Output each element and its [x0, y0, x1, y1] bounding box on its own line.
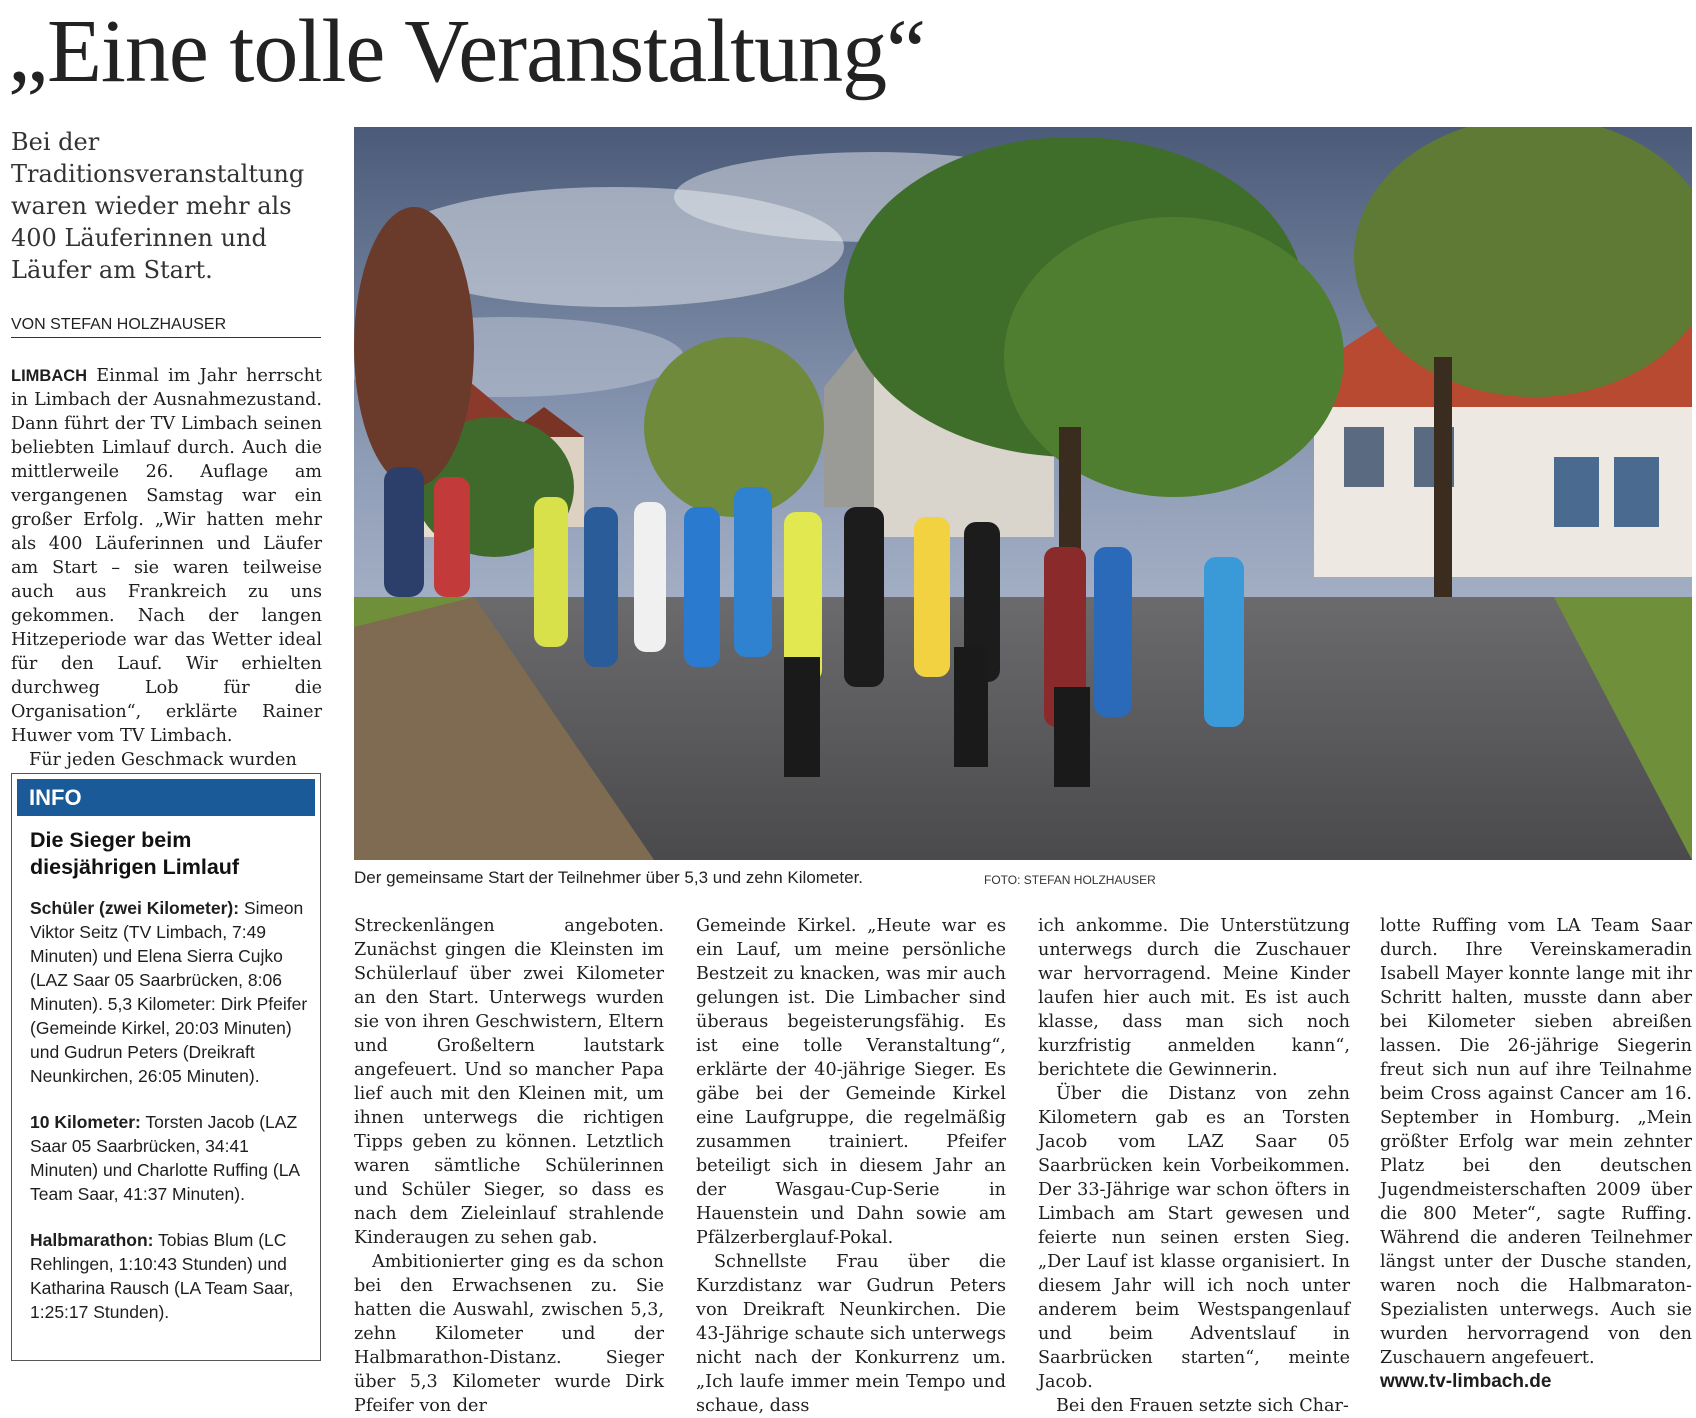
article-paragraph: Einmal im Jahr herrscht in Limbach der Ausnahmezustand. Dann führt der TV Limbach seinen beliebten Limlauf durch. Auch die mittlerweile 26. Auflage am vergangenen Samstag war ein großer Erfolg. „Wir hatten mehr als 400 Läuferinnen und Läufer am Start – sie waren teilweise auch aus Frankreich zu uns gekommen. Nach der langen Hitzeperiode war das Wetter ideal für den Lauf. Wir erhielten durchweg Lob für die Organisation“, erklärte Rainer Huwer vom TV Limbach. [11, 366, 322, 746]
info-result-label: Halbmarathon: [30, 1230, 154, 1250]
info-box [11, 773, 321, 1361]
photo-credit: FOTO: STEFAN HOLZHAUSER [984, 873, 1156, 887]
article-paragraph: Bei den Frauen setzte sich Char- [1056, 1396, 1349, 1416]
race-start-photo [354, 127, 1692, 860]
article-paragraph: Ambitionierter ging es da schon bei den Erwachsenen zu. Sie hatten die Auswahl, zwischen 5,3, zehn Kilometer und der Halbmarathon-Distanz. Sieger über 5,3 Kilometer wurde Dirk Pfeifer von der [354, 1252, 664, 1416]
photo-caption: Der gemeinsame Start der Teilnehmer über 5,3 und zehn Kilometer. [354, 868, 864, 887]
info-result-label: Schüler (zwei Kilometer): [30, 898, 240, 918]
article-paragraph: Über die Distanz von zehn Kilometern gab es an Torsten Jacob vom LAZ Saar 05 Saarbrücken kein Vorbeikommen. Der 33-Jährige war schon öfters in Limbach am Start gewesen und feierte nun seinen ersten Sieg. „Der Lauf ist klasse organisiert. In diesem Jahr will ich noch unter anderem beim Westspangenlauf und beim Adventslauf in Saarbrücken starten“, meinte Jacob. [1038, 1084, 1350, 1392]
article-column-4 [1038, 914, 1350, 1418]
club-website-link[interactable]: www.tv-limbach.de [1380, 1371, 1552, 1392]
info-result-halfmarathon: Halbmarathon: Tobias Blum (LC Rehlingen, 1:10:43 Stunden) und Katharina Rausch (LA Team Saar, 1:25:17 Stunden). [30, 1230, 294, 1322]
lead-paragraph: Bei der Traditionsveranstaltung waren wieder mehr als 400 Läuferinnen und Läufer am Start. [11, 128, 305, 284]
article-paragraph: Schnellste Frau über die Kurzdistanz war Gudrun Peters von Dreikraft Neunkirchen. Die 43-Jährige schaute sich unterwegs nicht nach der Konkurrenz um. „Ich laufe immer mein Tempo und schaue, dass [696, 1252, 1006, 1416]
info-result-school: Schüler (zwei Kilometer): Simeon Viktor Seitz (TV Limbach, 7:49 Minuten) und Elena Sierra Cujko (LAZ Saar 05 Saarbrücken, 8:06 Minuten). 5,3 Kilometer: Dirk Pfeifer (Gemeinde Kirkel, 20:03 Minuten) und Gudrun Peters (Dreikraft Neunkirchen, 26:05 Minuten). [30, 898, 308, 1086]
article-paragraph: ich ankomme. Die Unterstützung unterwegs durch die Zuschauer war hervorragend. Meine Kinder laufen hier auch mit. Es ist auch klasse, dass man sich noch kurzfristig anmelden kann“, berichtete die Gewinnerin. [1038, 916, 1350, 1080]
info-result-label: 10 Kilometer: [30, 1112, 141, 1132]
article-column-5 [1380, 914, 1692, 1394]
dateline: LIMBACH [11, 367, 88, 385]
info-results [30, 896, 312, 1346]
info-result-10km: 10 Kilometer: Torsten Jacob (LAZ Saar 05 Saarbrücken, 34:41 Minuten) und Charlotte Ruffing (LA Team Saar, 41:37 Minuten). [30, 1112, 300, 1204]
article-column-2 [354, 914, 664, 1418]
article-column-1 [11, 364, 322, 772]
info-tab: INFO [17, 779, 315, 816]
article-column-3 [696, 914, 1006, 1418]
article-paragraph: Gemeinde Kirkel. „Heute war es ein Lauf, um meine persönliche Bestzeit zu knacken, was mir auch gelungen ist. Die Limbacher sind überaus begeisterungsfähig. Es ist eine tolle Veranstaltung“, erklärte der 40-jährige Sieger. Es gäbe bei der Gemeinde Kirkel eine Laufgruppe, die regelmäßig zusammen trainiert. Pfeifer beteiligt sich in diesem Jahr an der Wasgau-Cup-Serie in Hauenstein und Dahn sowie am Pfälzerberglauf-Pokal. [696, 916, 1006, 1248]
info-title: Die Sieger beim diesjährigen Limlauf [30, 828, 240, 879]
headline: „Eine tolle Veranstaltung“ [8, 2, 926, 101]
article-paragraph: Für jeden Geschmack wurden [29, 750, 297, 770]
article-paragraph: lotte Ruffing vom LA Team Saar durch. Ihre Vereinskameradin Isabell Mayer konnte lange mit ihr Schritt halten, musste dann aber bei Kilometer sieben abreißen lassen. Die 26-jährige Siegerin freut sich nun auf ihre Teilnahme beim Cross against Cancer am 16. September in Homburg. „Mein größter Erfolg war mein zehnter Platz bei den deutschen Jugendmeisterschaften 2009 über die 800 Meter“, sagte Ruffing. Während die anderen Teilnehmer längst unter der Dusche standen, waren noch die Halbmaraton-Spezialisten unterwegs. Auch sie wurden hervorragend von den Zuschauern angefeuert. [1380, 916, 1692, 1368]
article-paragraph: Streckenlängen angeboten. Zunächst gingen die Kleinsten im Schülerlauf über zwei Kilometer an den Start. Unterwegs wurden sie von ihren Geschwistern, Eltern und Großeltern lautstark angefeuert. Und so mancher Papa lief auch mit den Kleinen mit, um ihnen unterwegs die richtigen Tipps geben zu können. Letztlich waren sämtliche Schülerinnen und Schüler Sieger, so dass es nach dem Zieleinlauf strahlende Kinderaugen zu sehen gab. [354, 916, 664, 1248]
byline: VON STEFAN HOLZHAUSER [11, 315, 321, 338]
